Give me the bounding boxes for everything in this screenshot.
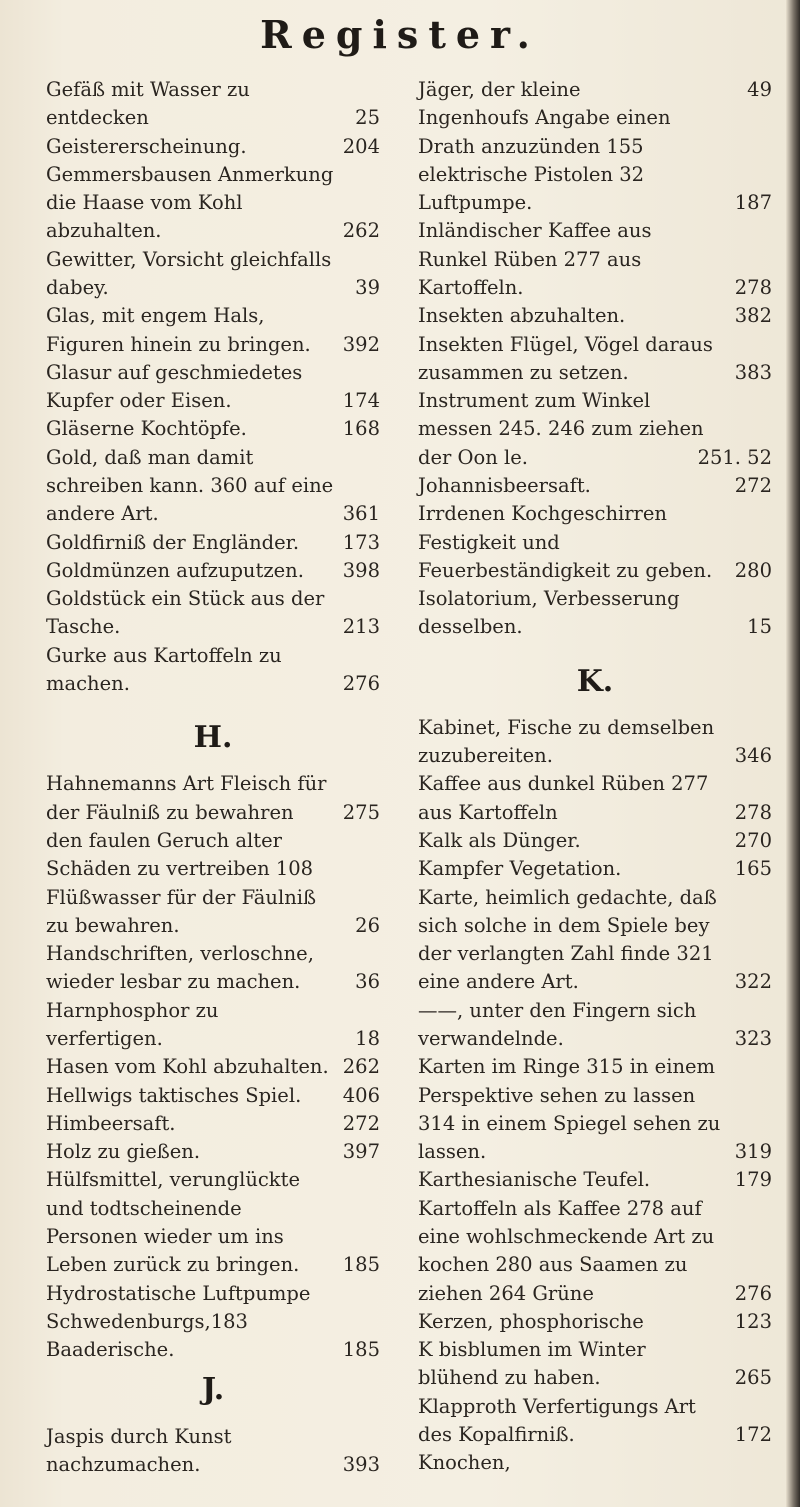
index-entry-page-number: 322 <box>734 970 772 994</box>
index-entry <box>46 1110 380 1138</box>
index-entry <box>418 331 772 388</box>
index-entry-text: Hellwigs taktisches Spiel. <box>46 1083 302 1107</box>
index-entry <box>418 997 772 1054</box>
index-entry-page-number: 276 <box>342 671 380 695</box>
index-entry-text: Goldfirniß der Engländer. <box>46 530 300 554</box>
index-entry-text: Jäger, der kleine <box>418 78 581 101</box>
index-entry <box>46 1053 380 1081</box>
index-entry-page-number: 397 <box>342 1140 380 1164</box>
index-entry <box>46 133 380 161</box>
left-column <box>46 76 380 1479</box>
index-entry-page-number: 49 <box>747 78 772 101</box>
index-entry-page-number: 323 <box>734 1027 772 1050</box>
index-entry-text: Karten im Ringe 315 in einem Perspektive sehen zu lassen 314 in einem Spiegel sehen zu lassen. <box>418 1055 721 1164</box>
index-entry-page-number: 262 <box>342 1055 380 1079</box>
index-entry <box>418 302 772 330</box>
index-entry <box>418 1393 772 1450</box>
index-entry-text: Harnphosphor zu verfertigen. <box>46 998 219 1050</box>
entries-g-list <box>46 76 380 698</box>
index-entry-text: Geistererscheinung. <box>46 134 247 158</box>
index-entry-text: Jaspis durch Kunst nachzumachen. <box>46 1424 232 1476</box>
index-entry-page-number: 15 <box>747 615 772 639</box>
index-entry-page-number: 270 <box>734 829 772 853</box>
index-entry-page-number: 361 <box>342 502 380 526</box>
index-entry <box>46 997 380 1054</box>
index-entry-text: Knochen, <box>418 1451 511 1475</box>
index-entry <box>418 472 772 500</box>
index-entry-page-number: 185 <box>342 1338 380 1362</box>
index-entry-text: Kalk als Dünger. <box>418 829 581 853</box>
index-entry-page-number: 187 <box>734 191 772 215</box>
index-entry-text: Irrdenen Kochgeschirren Festigkeit und Feuerbeständigkeit zu geben. <box>418 502 713 582</box>
index-entry-text: Klapproth Verfertigungs Art des Kopalfirniß. <box>418 1394 696 1446</box>
index-entry-text: Kaffee aus dunkel Rüben 277 aus Kartoffeln <box>418 772 709 824</box>
index-entry-page-number: 173 <box>342 530 380 554</box>
index-entry-text: Instrument zum Winkel messen 245. 246 zum ziehen der Oon le. <box>418 389 704 469</box>
index-entry-page-number: 393 <box>342 1452 380 1476</box>
index-entry-page-number: 383 <box>734 360 772 384</box>
index-entry <box>418 827 772 855</box>
index-entry <box>46 1280 380 1365</box>
index-entry <box>46 642 380 699</box>
index-entry-text: Hydrostatische Luftpumpe Schwedenburgs,183 Baaderische. <box>46 1281 311 1362</box>
index-entry <box>418 714 772 771</box>
index-entry-text: Gefäß mit Wasser zu entdecken <box>46 78 250 130</box>
index-entry <box>418 1195 772 1308</box>
index-entry <box>418 1053 772 1166</box>
index-entry-text: Karte, heimlich gedachte, daß sich solche in dem Spiele bey der verlangten Zahl finde 321 eine andere Art. <box>418 885 717 994</box>
index-entry-text: Kartoffeln als Kaffee 278 auf eine wohlschmeckende Art zu kochen 280 aus Saamen zu ziehen 264 Grüne <box>418 1196 715 1305</box>
index-entry <box>418 1166 772 1194</box>
index-entry-page-number: 265 <box>734 1366 772 1390</box>
index-entry-text: Johannisbeersaft. <box>418 473 591 497</box>
index-entry-page-number: 123 <box>734 1309 772 1333</box>
index-entry-page-number: 165 <box>734 857 772 881</box>
index-entry-text: Gläserne Kochtöpfe. <box>46 417 247 441</box>
index-entry-page-number: 36 <box>355 970 380 994</box>
index-entry-page-number: 168 <box>342 417 380 441</box>
index-entry-page-number: 392 <box>342 332 380 356</box>
running-head: Register. <box>260 12 540 57</box>
section-letter-k: K. <box>576 663 614 699</box>
index-entry-page-number: 276 <box>734 1281 772 1305</box>
index-entry-page-number: 213 <box>342 615 380 639</box>
index-entry-text: Kampfer Vegetation. <box>418 857 622 881</box>
index-entry-text: ——, unter den Fingern sich verwandelnde. <box>418 998 697 1050</box>
index-entry <box>46 302 380 359</box>
index-entry-text: Kabinet, Fische zu demselben zuzubereiten. <box>418 715 715 768</box>
index-entry-page-number: 319 <box>734 1140 772 1164</box>
index-entry <box>46 76 380 133</box>
index-entry <box>46 359 380 416</box>
index-entry-text: Isolatorium, Verbesserung desselben. <box>418 587 680 639</box>
index-entry-text: Insekten Flügel, Vögel daraus zusammen zu setzen. <box>418 332 713 384</box>
index-entry <box>46 1166 380 1279</box>
index-entry-page-number: 346 <box>734 744 772 768</box>
index-entry <box>418 387 772 472</box>
index-entry-text: Handschriften, verloschne, wieder lesbar zu machen. <box>46 942 314 994</box>
index-entry <box>46 1082 380 1110</box>
entries-h-list <box>46 770 380 1364</box>
index-entry <box>418 884 772 997</box>
index-entry-text: Gurke aus Kartoffeln zu machen. <box>46 643 282 695</box>
index-entry-text: Hahnemanns Art Fleisch für der Fäulniß zu bewahren <box>46 772 327 824</box>
index-entry-text: Himbeersaft. <box>46 1111 176 1135</box>
index-entry-page-number: 278 <box>734 275 772 299</box>
index-entry-page-number: 406 <box>342 1083 380 1107</box>
index-entry-page-number: 26 <box>355 913 380 937</box>
index-entry-text: Inländischer Kaffee aus Runkel Rüben 277 aus Kartoffeln. <box>418 219 652 299</box>
index-entry-text: K bisblumen im Winter blühend zu haben. <box>418 1338 646 1390</box>
index-entry <box>418 76 772 104</box>
index-entry-text: Goldmünzen aufzuputzen. <box>46 558 304 582</box>
index-entry <box>418 770 772 827</box>
index-entry-page-number: 39 <box>355 275 380 299</box>
index-entry <box>418 1336 772 1393</box>
index-entry-text: Insekten abzuhalten. <box>418 304 626 328</box>
index-entry-page-number: 280 <box>734 558 772 582</box>
index-entry-page-number: 382 <box>734 304 772 328</box>
index-entry-text: den faulen Geruch alter Schäden zu vertreiben 108 Flüßwasser für der Fäulniß zu bewahren. <box>46 829 317 937</box>
index-entry-text: Gewitter, Vorsicht gleichfalls dabey. <box>46 247 332 299</box>
index-entry-text: Gold, daß man damit schreiben kann. 360 auf eine andere Art. <box>46 445 334 526</box>
book-binding-shadow <box>786 0 800 1507</box>
index-entry-page-number: 172 <box>734 1422 772 1446</box>
index-entry-text: Holz zu gießen. <box>46 1140 201 1164</box>
index-entry-page-number: 251. 52 <box>697 445 772 469</box>
index-entry <box>418 1308 772 1336</box>
index-entry-page-number: 398 <box>342 558 380 582</box>
section-letter-h: H. <box>193 720 233 756</box>
index-entry-page-number: 25 <box>355 106 380 130</box>
index-entry <box>418 855 772 883</box>
index-entry-page-number: 185 <box>342 1253 380 1277</box>
index-entry-page-number: 262 <box>342 219 380 243</box>
entries-j-list <box>46 1423 380 1480</box>
entries-k-list <box>418 714 772 1478</box>
index-entry <box>46 444 380 529</box>
index-entry-page-number: 18 <box>355 1027 380 1050</box>
index-entry <box>46 770 380 827</box>
index-entry-text: Glasur auf geschmiedetes Kupfer oder Eisen. <box>46 360 303 413</box>
index-entry <box>418 585 772 642</box>
index-entry <box>46 529 380 557</box>
index-entry-text: Ingenhoufs Angabe einen Drath anzuzünden 155 elektrische Pistolen 32 Luftpumpe. <box>418 106 671 215</box>
index-entry <box>46 585 380 642</box>
index-entry <box>418 217 772 302</box>
index-entry-text: Glas, mit engem Hals, Figuren hinein zu bringen. <box>46 304 311 356</box>
index-entry-page-number: 272 <box>734 473 772 497</box>
index-entry-page-number: 272 <box>342 1111 380 1135</box>
index-entry-text: Hülfsmittel, verunglückte und todtscheinende Personen wieder um ins Leben zurück zu bringen. <box>46 1168 300 1277</box>
index-entry-page-number: 174 <box>342 389 380 413</box>
index-entry <box>46 1138 380 1166</box>
section-letter-j: J. <box>201 1372 225 1408</box>
index-entry-page-number: 204 <box>342 134 380 158</box>
index-entry-text: Goldstück ein Stück aus der Tasche. <box>46 587 325 639</box>
index-entry <box>418 1449 772 1477</box>
index-entry <box>46 1423 380 1480</box>
index-entry-text: Gemmersbausen Anmerkung die Haase vom Kohl abzuhalten. <box>46 162 334 243</box>
index-entry-page-number: 278 <box>734 800 772 824</box>
index-entry-text: Kerzen, phosphorische <box>418 1309 644 1333</box>
index-entry-text: Hasen vom Kohl abzuhalten. <box>46 1055 329 1079</box>
index-entry <box>46 415 380 443</box>
index-entry <box>46 246 380 303</box>
index-entry <box>46 827 380 940</box>
index-entry <box>418 104 772 217</box>
entries-j-continued-list <box>418 76 772 642</box>
index-entry-page-number: 275 <box>342 800 380 824</box>
index-entry-text: Karthesianische Teufel. <box>418 1168 651 1192</box>
index-entry <box>418 500 772 585</box>
index-entry-page-number: 179 <box>734 1168 772 1192</box>
index-entry <box>46 940 380 997</box>
right-column <box>418 76 772 1478</box>
index-entry <box>46 557 380 585</box>
index-entry <box>46 161 380 246</box>
